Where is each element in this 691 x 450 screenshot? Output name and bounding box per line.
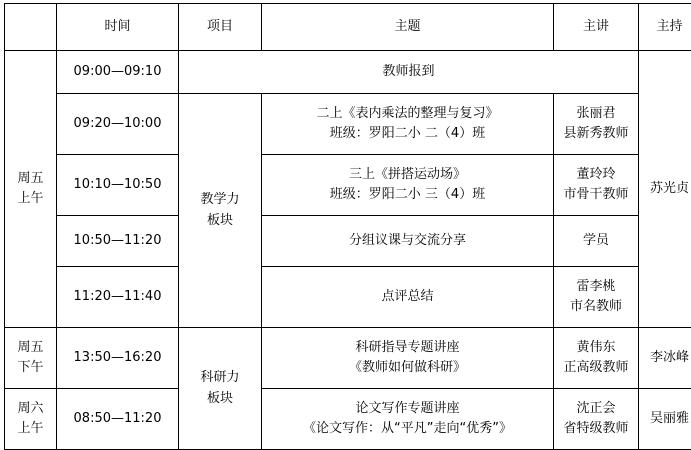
topic-cell: 分组议课与交流分享 xyxy=(262,216,554,267)
table-row xyxy=(5,94,691,155)
speaker-name: 张丽君 xyxy=(557,104,635,124)
day-cell-friday-morning xyxy=(5,51,57,328)
time-cell: 13:50—16:20 xyxy=(57,328,179,389)
speaker-cell xyxy=(554,389,639,450)
speaker-title: 正高级教师 xyxy=(557,358,635,378)
speaker-cell xyxy=(554,328,639,389)
speaker-cell xyxy=(554,155,639,216)
time-cell: 09:20—10:00 xyxy=(57,94,179,155)
time-cell: 10:10—10:50 xyxy=(57,155,179,216)
topic-cell-registration: 教师报到 xyxy=(179,51,639,94)
time-cell: 10:50—11:20 xyxy=(57,216,179,267)
speaker-title: 县新秀教师 xyxy=(557,124,635,144)
schedule-table xyxy=(4,3,691,450)
host-cell-1: 苏光贞 xyxy=(639,51,691,328)
item-line-2: 板块 xyxy=(182,211,258,231)
topic-cell xyxy=(262,155,554,216)
speaker-cell xyxy=(554,267,639,328)
time-cell: 08:50—11:20 xyxy=(57,389,179,450)
table-row xyxy=(5,267,691,328)
table-row xyxy=(5,216,691,267)
day-line-1: 周五 xyxy=(8,338,53,358)
day-line-1: 周六 xyxy=(8,399,53,419)
item-line-1: 教学力 xyxy=(182,190,258,210)
table-row xyxy=(5,51,691,94)
host-cell-3: 吴丽雅 xyxy=(639,389,691,450)
table-row xyxy=(5,389,691,450)
header-topic: 主题 xyxy=(262,4,554,51)
day-line-2: 上午 xyxy=(8,189,53,209)
speaker-title: 市名教师 xyxy=(557,297,635,317)
host-cell-2: 李冰峰 xyxy=(639,328,691,389)
day-cell-saturday-morning xyxy=(5,389,57,450)
topic-line-2: 《论文写作：从“平凡”走向“优秀”》 xyxy=(265,419,550,439)
topic-line-1: 论文写作专题讲座 xyxy=(265,399,550,419)
topic-cell xyxy=(262,389,554,450)
header-host: 主持 xyxy=(639,4,691,51)
topic-cell xyxy=(262,328,554,389)
speaker-name: 雷李桃 xyxy=(557,277,635,297)
topic-cell: 点评总结 xyxy=(262,267,554,328)
speaker-name: 董玲玲 xyxy=(557,165,635,185)
day-line-1: 周五 xyxy=(8,169,53,189)
time-cell: 09:00—09:10 xyxy=(57,51,179,94)
header-item: 项目 xyxy=(179,4,262,51)
topic-line-2: 《教师如何做科研》 xyxy=(265,358,550,378)
table-header-row xyxy=(5,4,691,51)
time-cell: 11:20—11:40 xyxy=(57,267,179,328)
header-time: 时间 xyxy=(57,4,179,51)
header-blank xyxy=(5,4,57,51)
day-cell-friday-afternoon xyxy=(5,328,57,389)
topic-line-1: 二上《表内乘法的整理与复习》 xyxy=(265,104,550,124)
speaker-cell xyxy=(554,94,639,155)
table-row xyxy=(5,155,691,216)
item-cell-teaching xyxy=(179,94,262,328)
table-row xyxy=(5,328,691,389)
header-speaker: 主讲 xyxy=(554,4,639,51)
item-line-2: 板块 xyxy=(182,389,258,409)
topic-cell xyxy=(262,94,554,155)
topic-line-2: 班级：罗阳二小 二（4）班 xyxy=(265,124,550,144)
speaker-name: 沈正会 xyxy=(557,399,635,419)
topic-line-2: 班级：罗阳二小 三（4）班 xyxy=(265,185,550,205)
speaker-title: 市骨干教师 xyxy=(557,185,635,205)
day-line-2: 下午 xyxy=(8,358,53,378)
speaker-name: 黄伟东 xyxy=(557,338,635,358)
speaker-cell: 学员 xyxy=(554,216,639,267)
item-line-1: 科研力 xyxy=(182,368,258,388)
day-line-2: 上午 xyxy=(8,419,53,439)
item-cell-research xyxy=(179,328,262,450)
speaker-title: 省特级教师 xyxy=(557,419,635,439)
topic-line-1: 科研指导专题讲座 xyxy=(265,338,550,358)
topic-line-1: 三上《拼搭运动场》 xyxy=(265,165,550,185)
